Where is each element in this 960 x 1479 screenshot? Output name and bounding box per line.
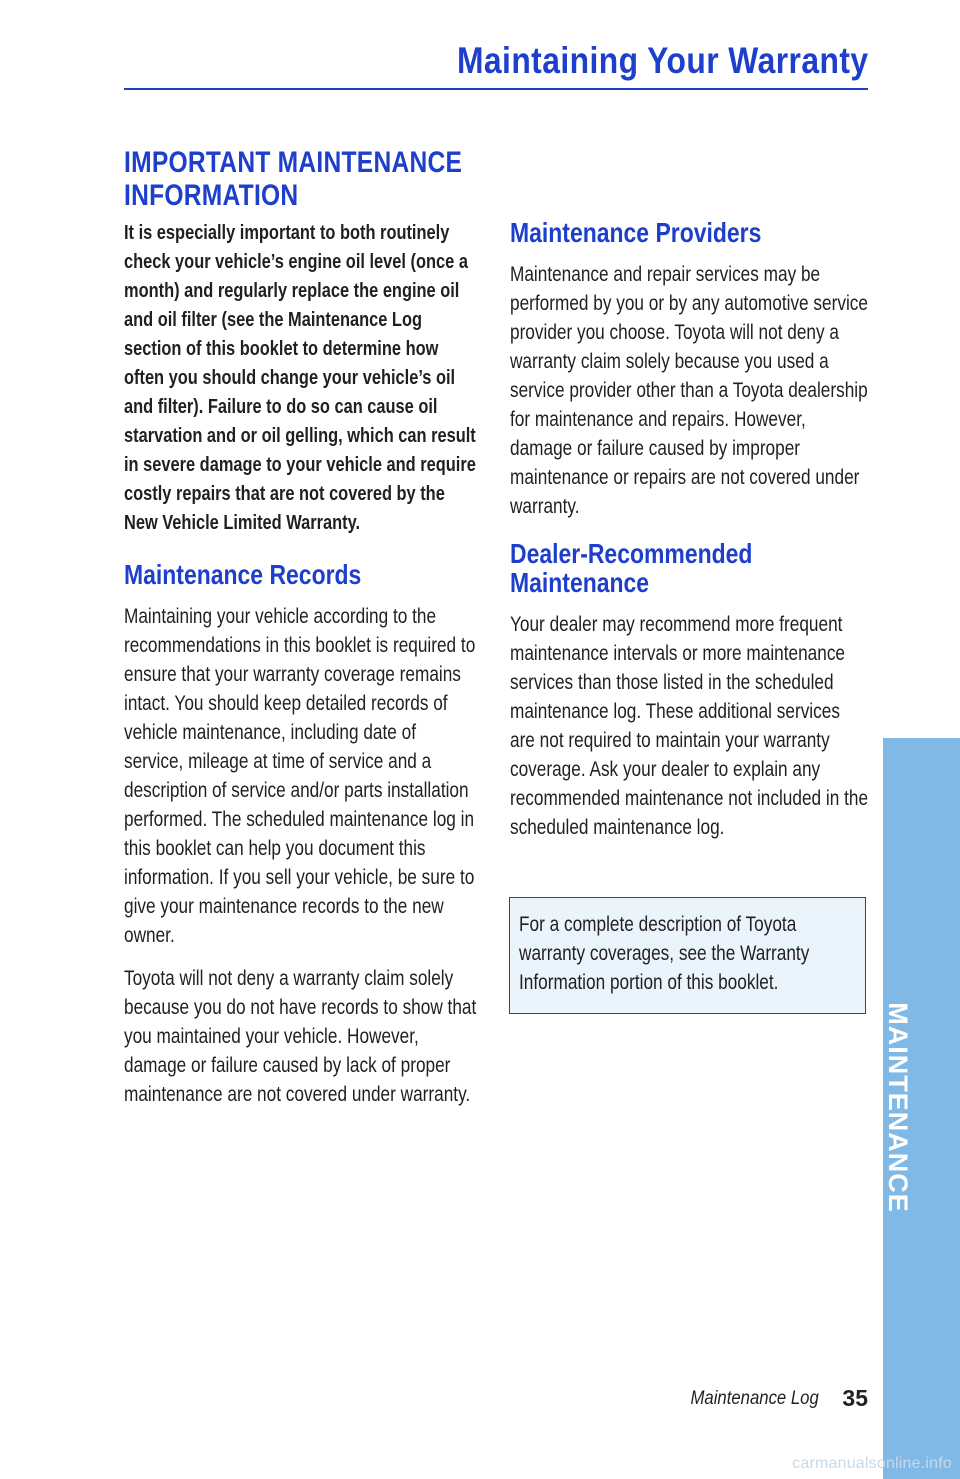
dealer-paragraph: Your dealer may recommend more frequent maintenance intervals or more maintenance services than those listed in the scheduled maintenance log. These additional services are not required to maintain your warranty coverage. Ask your dealer to explain any recommended maintenance not included in the scheduled maintenance log. — [510, 613, 869, 839]
providers-paragraph: Maintenance and repair services may be performed by you or by any automotive service provider you choose. Toyota will not deny a warranty claim solely because you used a service provider other than a Toyota dealership for maintenance and repairs. However, damage or failure caused by improper maintenance or repairs are not covered under warranty. — [510, 263, 868, 518]
records-paragraph-1: Maintaining your vehicle according to the recommendations in this booklet is required to ensure that your warranty coverage remains intact. You should keep detailed records of vehicle maintenance, including date of service, mileage at time of service and a description of service and/or parts installation performed. The scheduled maintenance log in this booklet can help you document this information. If you sell your vehicle, be sure to give your maintenance records to the new owner. — [124, 605, 476, 947]
side-tab-label-wrap — [882, 1001, 913, 1213]
title-divider — [124, 88, 868, 90]
left-column — [124, 146, 480, 1109]
note-text: For a complete description of Toyota warranty coverages, see the Warranty Information portion of this booklet. — [519, 913, 810, 994]
watermark: carmanualsonline.info — [792, 1455, 952, 1472]
side-tab-label: MAINTENANCE — [882, 1001, 913, 1213]
footer-section: Maintenance Log — [690, 1388, 819, 1409]
page-title: Maintaining Your Warranty — [456, 40, 868, 81]
important-text: It is especially important to both routinely check your vehicle’s engine oil level (once a month) and regularly replace the engine oil and oil filter (see the Maintenance Log section of this booklet to determine how often you should change your vehicle’s oil and filter). Failure to do so can cause oil starvation and or oil gelling, which can result in severe damage to your vehicle and require costly repairs that are not covered by the New Vehicle Limited Warranty. — [124, 222, 476, 534]
records-heading: Maintenance Records — [124, 559, 362, 590]
footer-page-number: 35 — [842, 1385, 868, 1411]
right-column-content — [510, 218, 868, 842]
records-paragraph-2: Toyota will not deny a warranty claim solely because you do not have records to show that you maintained your vehicle. However, damage or failure caused by lack of proper maintenance are not covered under warranty. — [124, 967, 477, 1106]
left-column-content — [124, 146, 480, 1109]
providers-heading: Maintenance Providers — [510, 217, 762, 248]
note-box — [509, 897, 866, 1014]
important-heading: IMPORTANT MAINTENANCE INFORMATION — [124, 146, 463, 212]
dealer-heading: Dealer-Recommended Maintenance — [510, 538, 753, 598]
right-column — [510, 218, 868, 842]
